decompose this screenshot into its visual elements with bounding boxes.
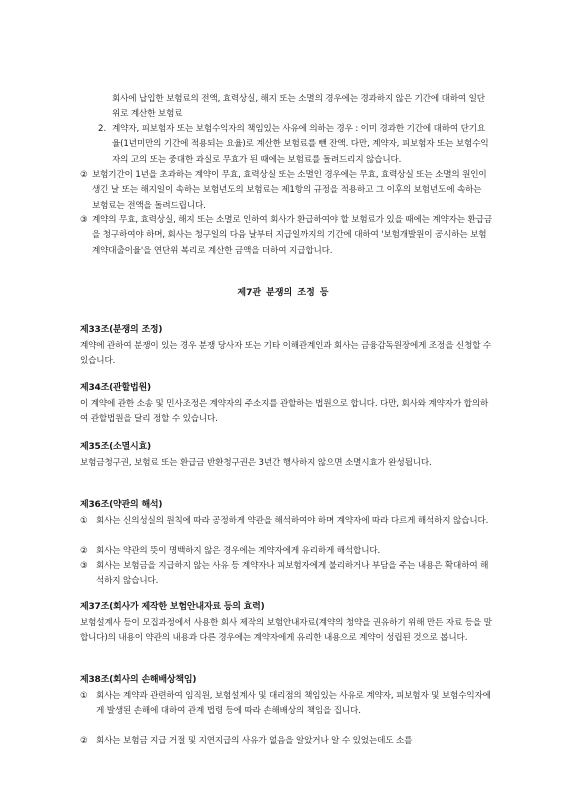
article-34-body: 이 계약에 관한 소송 및 민사조정은 계약자의 주소지를 관할하는 법원으로 합니다. 다만, 회사와 계약자가 합의하여 관할법원을 달리 정할 수 있습니다. (80, 399, 489, 425)
circled-number: ② (80, 170, 88, 180)
paragraph-refund-continuation: 회사에 납입한 보험료의 전액, 효력상실, 해지 또는 소멸의 경우에는 경과하지 않은 기간에 대하여 일단위로 계산한 보험료 (112, 94, 485, 120)
article-35-heading: 제35조(소멸시효) (80, 442, 151, 452)
chapter-heading: 제7관 분쟁의 조정 등 (237, 288, 329, 298)
circled-number: ③ (80, 561, 88, 571)
article-38-clause-1: 회사는 계약과 관련하여 임직원, 보험설계사 및 대리점의 책임있는 사유로 계약자, 피보험자 및 보험수익자에게 발생된 손해에 대하여 관계 법령 등에 따라 손해배상의 책임을 집니다. (96, 691, 491, 717)
circled-number: ② (80, 736, 88, 746)
paragraph-item-2: 계약자, 피보험자 또는 보험수익자의 책임있는 사유에 의하는 경우 : 이미 경과한 기간에 대하여 단기요율(1년미만의 기간에 적용되는 요율)로 계산한 보험료를 뺀 잔액. 다만, 계약자, 피보험자 또는 보험수익자의 고의 또는 중대한 과실로 무효가 된 때에는 보험료를 돌려드리지 않습니다. (112, 124, 489, 165)
article-38-clause-2: 회사는 보험금 지급 거절 및 지연지급의 사유가 없음을 알았거나 알 수 있었는데도 소를 (96, 736, 413, 746)
article-37-heading: 제37조(회사가 제작한 보험안내자료 등의 효력) (80, 602, 265, 612)
circled-number: ② (80, 546, 88, 556)
paragraph-section-3: 계약의 무효, 효력상실, 해지 또는 소멸로 인하여 회사가 환급하여야 할 보험료가 있을 때에는 계약자는 환급금을 청구하여야 하며, 회사는 청구일의 다음 날부터 지급일까지의 기간에 대하여 '보험개발원이 공시하는 보험계약대출이율'을 연단위 복리로 계산한 금액을 더하여 지급합니다. (92, 215, 492, 256)
circled-number: ① (80, 691, 88, 701)
item-number: 2. (98, 124, 107, 134)
article-37-body: 보험설계사 등이 모집과정에서 사용한 회사 제작의 보험안내자료(계약의 청약을 권유하기 위해 만든 자료 등을 말합니다)의 내용이 약관의 내용과 다른 경우에는 계약자에게 유리한 내용으로 계약이 성립된 것으로 봅니다. (80, 618, 492, 644)
article-34-heading: 제34조(관할법원) (80, 383, 151, 393)
article-38-heading: 제38조(회사의 손해배상책임) (80, 675, 197, 685)
article-33-body: 계약에 관하여 분쟁이 있는 경우 분쟁 당사자 또는 기타 이해관계인과 회사는 금융감독원장에게 조정을 신청할 수 있습니다. (80, 341, 492, 367)
article-36-clause-1: 회사는 신의성실의 원칙에 따라 공정하게 약관을 해석하여야 하며 계약자에 따라 다르게 해석하지 않습니다. (96, 516, 489, 526)
circled-number: ① (80, 516, 88, 526)
paragraph-section-2: 보험기간이 1년을 초과하는 계약이 무효, 효력상실 또는 소멸인 경우에는 무효, 효력상실 또는 소멸의 원인이 생긴 날 또는 해지일이 속하는 보험년도의 보험료는 제1항의 규정을 적용하고 그 이후의 보험년도에 속하는 보험료는 전액을 돌려드립니다. (92, 170, 487, 211)
circled-number: ③ (80, 215, 88, 225)
article-33-heading: 제33조(분쟁의 조정) (80, 325, 163, 335)
article-36-clause-3: 회사는 보험금을 지급하지 않는 사유 등 계약자나 피보험자에게 불리하거나 부담을 주는 내용은 확대하여 해석하지 않습니다. (96, 561, 489, 587)
article-35-body: 보험금청구권, 보험료 또는 환급금 반환청구권은 3년간 행사하지 않으면 소멸시효가 완성됩니다. (80, 458, 432, 468)
article-36-clause-2: 회사는 약관의 뜻이 명백하지 않은 경우에는 계약자에게 유리하게 해석합니다. (96, 546, 381, 556)
article-36-heading: 제36조(약관의 해석) (80, 500, 163, 510)
